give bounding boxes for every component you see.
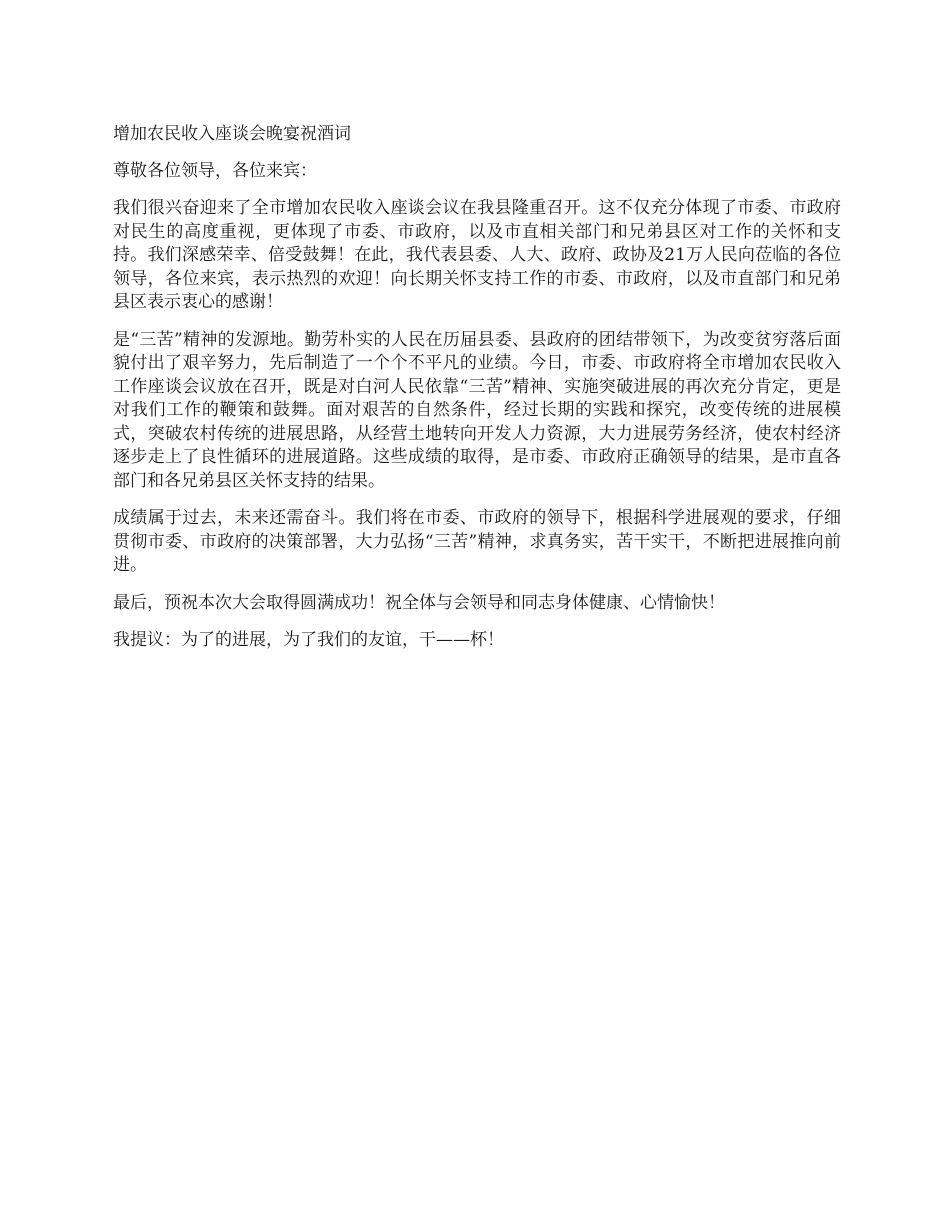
paragraph-wishes: 最后，预祝本次大会取得圆满成功！祝全体与会领导和同志身体健康、心情愉快！: [113, 592, 725, 613]
document-page: [113, 123, 841, 667]
paragraph-toast: 我提议：为了的进展，为了我们的友谊，干——杯！: [113, 630, 504, 650]
paragraph-welcome: 我们很兴奋迎来了全市增加农民收入座谈会议在我县隆重召开。这不仅充分体现了市委、市政府对民生的高度重视，更体现了市委、市政府，以及市直相关部门和兄弟县区对工作的关怀和支持。我们深感荣幸、倍受鼓舞！在此，我代表县委、人大、政府、政协及21万人民向莅临的各位领导，各位来宾，表示热烈的欢迎！向长期关怀支持工作的市委、市政府，以及市直部门和兄弟县区表示衷心的感谢！: [113, 198, 841, 312]
document-title: 增加农民收入座谈会晚宴祝酒词: [113, 124, 351, 144]
salutation: 尊敬各位领导，各位来宾：: [113, 161, 317, 181]
paragraph-achievements: 是“三苦”精神的发源地。勤劳朴实的人民在历届县委、县政府的团结带领下，为改变贫穷落后面貌付出了艰辛努力，先后制造了一个个不平凡的业绩。今日，市委、市政府将全市增加农民收入工作座谈会议放在召开，既是对白河人民依靠“三苦”精神、实施突破进展的再次充分肯定，更是对我们工作的鞭策和鼓舞。面对艰苦的自然条件，经过长期的实践和探究，改变传统的进展模式，突破农村传统的进展思路，从经营土地转向开发人力资源，大力进展劳务经济，使农村经济逐步走上了良性循环的进展道路。这些成绩的取得，是市委、市政府正确领导的结果，是市直各部门和各兄弟县区关怀支持的结果。: [113, 329, 841, 491]
paragraph-future: 成绩属于过去，未来还需奋斗。我们将在市委、市政府的领导下，根据科学进展观的要求，仔细贯彻市委、市政府的决策部署，大力弘扬“三苦”精神，求真务实，苦干实干，不断把进展推向前进。: [113, 508, 841, 575]
